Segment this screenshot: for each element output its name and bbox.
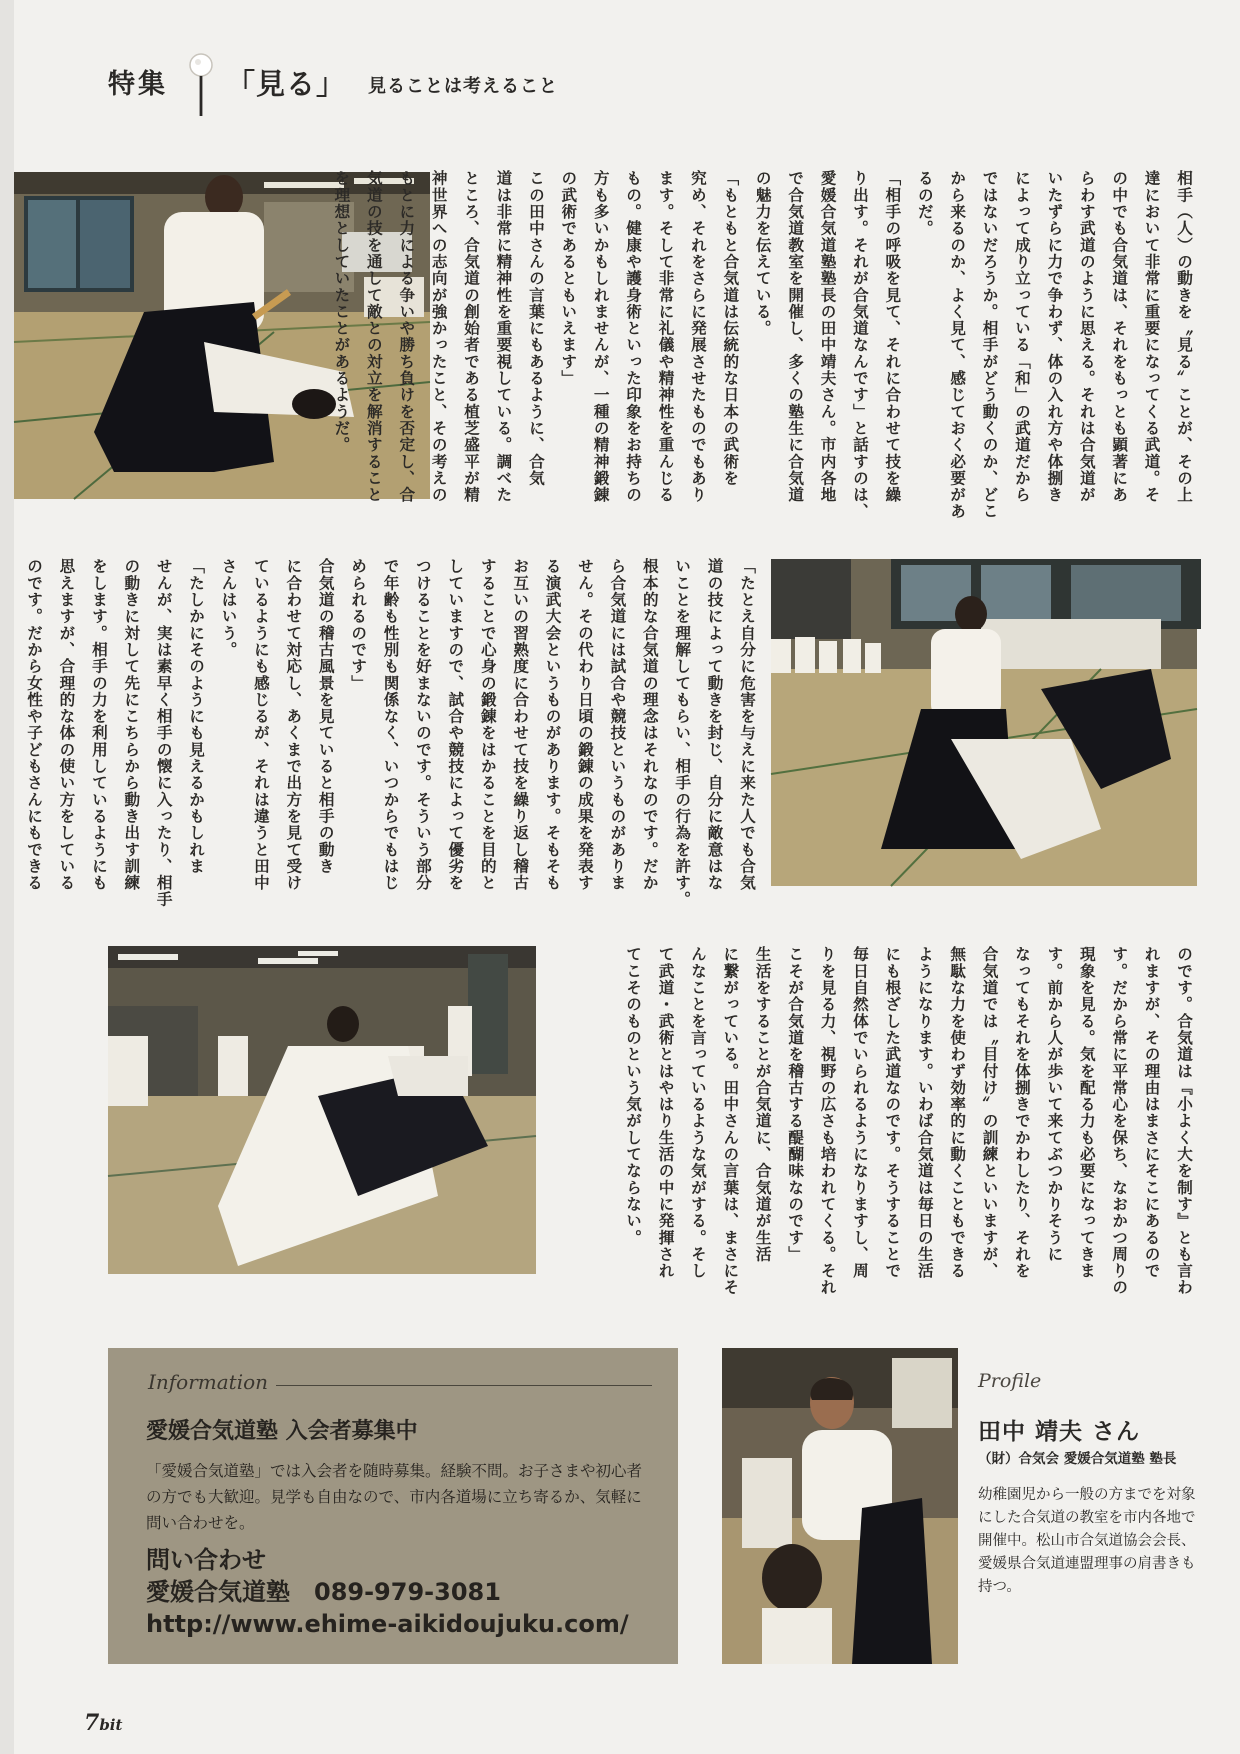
- information-title: 愛媛合気道塾 入会者募集中: [146, 1419, 418, 1444]
- page-binding-edge: [0, 0, 14, 1754]
- magazine-name: bit: [99, 1716, 123, 1734]
- feature-subtitle: 見ることは考えること: [368, 76, 558, 97]
- article-column-middle: 「たとえ自分に危害を与えに来た人でも合気 道の技によって動きを封じ、自分に敵意はな いことを理解してもらい、相手の行為を許す。 根本的な合気道の理念はそれなのです。だか ら合気道には試合や競技というものがありま せん。その代わり日頃の鍛錬の成果を発表す る演武大会というものがあります。そもそも お互いの習熟度に合わせて技を繰り返し稽古 することで心身の鍛錬をはかることを目的と していますので、試合や競技によって優劣を つけることを好まないのです。そういう部分 で年齢も性別も関係なく、いつからでもはじ められるのです」 合気道の稽古風景を見ていると相手の動き に合わせて対応し、あくまで出方を見て受け ているようにも感じるが、それは違うと田中 さんはいう。 「たしかにそのようにも見えるかもしれま せんが、実は素早く相手の懐に入ったり、相手 の動きに対して先にこちらから動き出す訓練 をします。相手の力を利用しているようにも 思えますが、合理的な体の使い方をしている のです。だから女性や子どもさんにもできる: [25, 558, 756, 908]
- page-number: 7: [84, 1710, 100, 1736]
- feature-label: 特集: [108, 69, 168, 100]
- photo-aikido-practice: [108, 946, 536, 1274]
- information-label: Information: [148, 1370, 269, 1394]
- profile-label: Profile: [978, 1370, 1042, 1392]
- article-column-top-right: 相手（人）の動きを〝見る〟ことが、その上 達において非常に重要になってくる武道。そ の中でも合気道は、それをもっとも顕著にあ らわす武道のように思える。それは合気道が いたずらに力で争わず、体の入れ方や体捌き によって成り立っている「和」の武道だから ではないだろうか。相手がどう動くのか、どこ から来るのか、よく見て、感じておく必要があ るのだ。 「相手の呼吸を見て、それに合わせて技を繰 り出す。それが合気道なんです」と話すのは、 愛媛合気道塾塾長の田中靖夫さん。市内各地 で合気道教室を開催し、多くの塾生に合気道 の魅力を伝えている。 「もともと合気道は伝統的な日本の武術を 究め、それをさらに発展させたものでもあり ます。そして非常に礼儀や精神性を重んじる もの。健康や護身術といった印象をお持ちの 方も多いかもしれませんが、一種の精神鍛錬 の武術であるともいえます」 この田中さんの言葉にもあるように、合気 道は非常に精神性を重要視している。調べた ところ、合気道の創始者である植芝盛平が精 神世界への志向が強かったこと、その考えの もとに力による争いや勝ち負けを否定し、合 気道の技を通して敵との対立を解消すること を理想としていたことがあるようだ。: [332, 170, 1193, 520]
- contact-url-link[interactable]: http://www.ehime-aikidoujuku.com/: [146, 1610, 629, 1638]
- information-divider: [276, 1385, 652, 1386]
- contact-name-phone: 愛媛合気道塾 089-979-3081: [146, 1578, 501, 1606]
- profile-organization: （財）合気会 愛媛合気道塾 塾長: [978, 1451, 1177, 1467]
- information-body: 「愛媛合気道塾」では入会者を随時募集。経験不問。お子さまや初心者の方でも大歓迎。見学も自由なので、市内各道場に立ち寄るか、気軽に問い合わせを。: [146, 1462, 643, 1532]
- pin-icon: [186, 52, 216, 116]
- contact-heading: 問い合わせ: [146, 1546, 266, 1574]
- photo-aikido-throw: [771, 559, 1197, 886]
- information-contact: [146, 1544, 629, 1640]
- page-folio: [84, 1710, 122, 1736]
- profile-photo: [722, 1348, 958, 1664]
- profile-body: 幼稚園児から一般の方までを対象にした合気道の教室を市内各地で開催中。松山市合気道協会会長、愛媛県合気道連盟理事の肩書きも持つ。: [978, 1487, 1196, 1595]
- article-column-bottom-right: のです。合気道は『小よく大を制す』とも言わ れますが、その理由はまさにそこにあるので す。だから常に平常心を保ち、なおかつ周りの 現象を見る。気を配る力も必要になってきま す。前から人が歩いて来てぶつかりそうに なってもそれを体捌きでかわしたり、それを 合気道では〝目付け〟の訓練といいますが、 無駄な力を使わず効率的に動くこともできる ようになります。いわば合気道は毎日の生活 にも根ざした武道なのです。そうすることで 毎日自然体でいられるようになりますし、周 りを見る力、視野の広さも培われてくる。それ こそが合気道を稽古する醍醐味なのです」 生活をすることが合気道に、合気道が生活 に繋がっている。田中さんの言葉は、まさにそ んなことを言っているような気がする。そし て武道・武術とはやはり生活の中に発揮され てこそのものという気がしてならない。: [624, 946, 1193, 1296]
- feature-title: 「見る」: [226, 67, 347, 101]
- profile-name: 田中 靖夫 さん: [978, 1419, 1141, 1445]
- information-box: [108, 1348, 678, 1664]
